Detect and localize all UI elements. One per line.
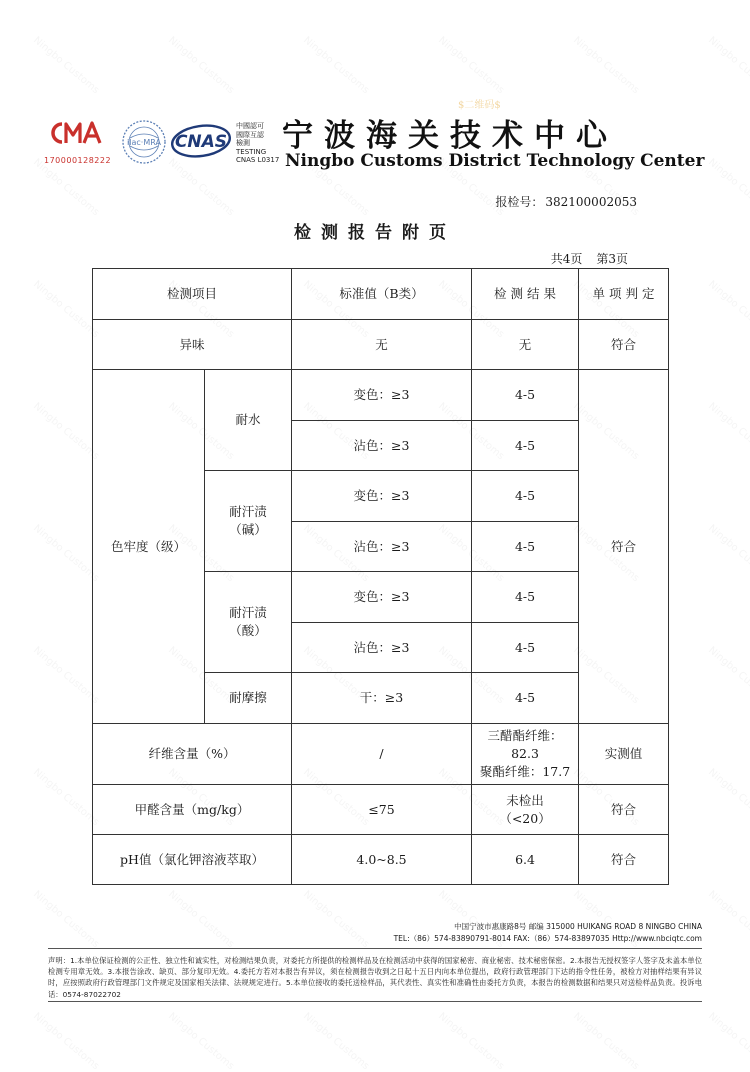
water-result-2: 4-5	[472, 421, 579, 471]
center-name-english: Ningbo Customs District Technology Center	[285, 151, 705, 171]
header-item: 检测项目	[93, 269, 292, 320]
ph-judgement: 符合	[579, 835, 669, 885]
fiber-result: 三醋酯纤维： 82.3 聚酯纤维：17.7	[472, 724, 579, 785]
watermark-text	[301, 1011, 371, 1072]
page-count	[551, 250, 628, 267]
perspiration-alkali-label: 耐汗渍 （碱）	[205, 471, 292, 572]
watermark-text	[706, 157, 750, 218]
page-title: 检测报告附页	[294, 223, 456, 243]
table-row	[93, 724, 669, 785]
watermark-text	[436, 35, 506, 96]
footer-address: 中国宁波市惠康路8号 邮编 315000 HUIKANG ROAD 8 NINGBO CHINA	[454, 922, 702, 931]
page-total: 共4页	[550, 252, 583, 266]
watermark-text	[571, 1011, 641, 1072]
acid-standard-2: 沾色：≥3	[292, 623, 472, 673]
table-row	[93, 320, 669, 370]
odor-item: 异味	[93, 320, 292, 370]
page-current: 第3页	[596, 252, 628, 266]
odor-result: 无	[472, 320, 579, 370]
watermark-text	[706, 1011, 750, 1072]
cma-logo-icon	[48, 118, 108, 148]
report-number	[495, 193, 637, 210]
results-table	[92, 268, 669, 885]
watermark-text	[31, 279, 101, 340]
watermark-text	[706, 767, 750, 828]
watermark-text	[571, 35, 641, 96]
table-row	[93, 785, 669, 835]
watermark-text	[436, 1011, 506, 1072]
report-number-label: 报检号：	[495, 195, 544, 209]
header-judgement: 单 项 判 定	[579, 269, 669, 320]
water-standard-1: 变色：≥3	[292, 370, 472, 421]
acid-result-1: 4-5	[472, 572, 579, 623]
svg-text:CNAS: CNAS	[174, 132, 228, 152]
report-number-value: 382100002053	[545, 195, 637, 209]
formaldehyde-result: 未检出 （<20）	[472, 785, 579, 835]
center-name-chinese: 宁波海关技术中心	[282, 118, 618, 154]
cma-certificate-code: 170000128222	[44, 156, 112, 165]
watermark-text	[706, 279, 750, 340]
acid-result-2: 4-5	[472, 623, 579, 673]
perspiration-acid-label: 耐汗渍 （酸）	[205, 572, 292, 673]
fiber-judgement: 实测值	[579, 724, 669, 785]
watermark-text	[166, 157, 236, 218]
watermark-text	[166, 1011, 236, 1072]
ph-result: 6.4	[472, 835, 579, 885]
acid-standard-1: 变色：≥3	[292, 572, 472, 623]
header-standard: 标准值（B类）	[292, 269, 472, 320]
formaldehyde-judgement: 符合	[579, 785, 669, 835]
odor-judgement: 符合	[579, 320, 669, 370]
watermark-text	[706, 401, 750, 462]
table-row	[93, 370, 669, 421]
alkali-standard-1: 变色：≥3	[292, 471, 472, 522]
cnas-accreditation-text: 中國認可 國際互認 檢測 TESTING CNAS L0317	[236, 122, 280, 164]
formaldehyde-standard: ≤75	[292, 785, 472, 835]
ph-standard: 4.0~8.5	[292, 835, 472, 885]
ph-item: pH值（氯化钾溶液萃取）	[93, 835, 292, 885]
watermark-text	[706, 523, 750, 584]
footer-address-block	[394, 921, 702, 945]
ilac-mra-logo-icon	[120, 118, 168, 166]
watermark-text	[31, 523, 101, 584]
watermark-text	[31, 1011, 101, 1072]
watermark-text	[301, 889, 371, 950]
water-label: 耐水	[205, 370, 292, 471]
alkali-standard-2: 沾色：≥3	[292, 522, 472, 572]
cnas-logo-icon	[170, 121, 232, 161]
rubbing-standard: 干：≥3	[292, 673, 472, 724]
watermark-text	[706, 645, 750, 706]
fiber-standard: /	[292, 724, 472, 785]
rubbing-result: 4-5	[472, 673, 579, 724]
watermark-text	[31, 35, 101, 96]
water-standard-2: 沾色：≥3	[292, 421, 472, 471]
alkali-result-2: 4-5	[472, 522, 579, 572]
fiber-item: 纤维含量（%）	[93, 724, 292, 785]
table-header-row	[93, 269, 669, 320]
watermark-text	[166, 35, 236, 96]
watermark-text	[31, 645, 101, 706]
table-row	[93, 835, 669, 885]
watermark-text	[706, 889, 750, 950]
odor-standard: 无	[292, 320, 472, 370]
footer-divider-top	[48, 948, 702, 949]
footer-contact: TEL:（86）574-83890791-8014 FAX:（86）574-83897035 Http://www.nbciqtc.com	[393, 934, 702, 943]
alkali-result-1: 4-5	[472, 471, 579, 522]
watermark-text	[31, 401, 101, 462]
watermark-text	[301, 35, 371, 96]
footer-declaration: 声明：1.本单位保证检测的公正性、独立性和诚实性，对检测结果负责，对委托方所提供的检测样品及在检测活动中获得的国家秘密、商业秘密、技术秘密保密。2.本报告无授权签字人签字及未盖本单位检测专用章无效。3.本报告涂改、缺页、部分复印无效。4.委托方若对本报告有异议，须在检测报告收到之日起十五日内向本单位提出，政府行政管理部门下达的指令性任务，被检方对抽样结果有异议时，应按照政府行政管理部门文件规定及国家相关法律、法规规定进行。5.本单位接收的委托送检样品，其代表性、真实性和准确性由委托方负责，本报告的检测数据和结果只对送检样品负责。投诉电话：0574-87022702	[48, 956, 702, 999]
watermark-text	[31, 767, 101, 828]
colorfastness-judgement: 符合	[579, 370, 669, 724]
qr-placeholder-mark: $二维码$	[458, 100, 501, 111]
watermark-text	[31, 889, 101, 950]
watermark-text	[166, 889, 236, 950]
svg-text:ilac·MRA: ilac·MRA	[127, 138, 161, 147]
watermark-text	[706, 35, 750, 96]
rubbing-label: 耐摩擦	[205, 673, 292, 724]
footer-divider-bottom	[48, 1001, 702, 1002]
formaldehyde-item: 甲醛含量（mg/kg）	[93, 785, 292, 835]
colorfastness-item: 色牢度（级）	[93, 370, 205, 724]
header-result: 检 测 结 果	[472, 269, 579, 320]
water-result-1: 4-5	[472, 370, 579, 421]
watermark-text	[31, 157, 101, 218]
